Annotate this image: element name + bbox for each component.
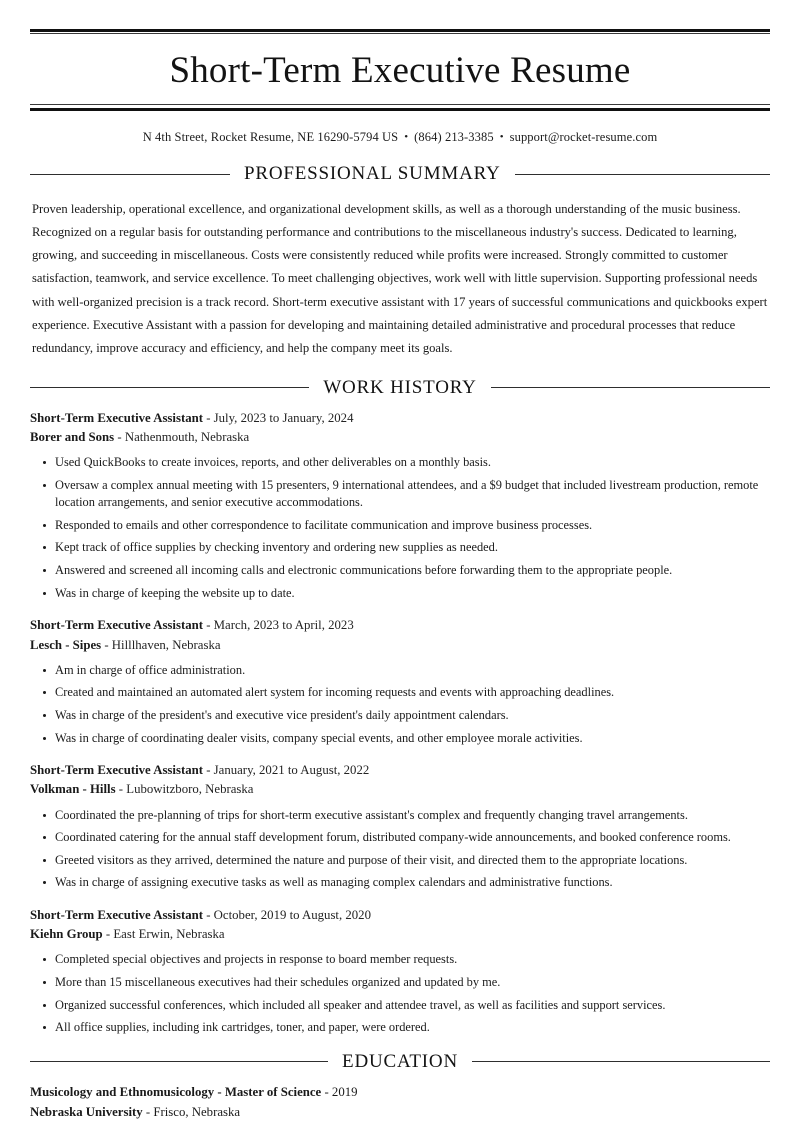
professional-summary-text: Proven leadership, operational excellence, and organizational development skills, as well as a thorough understanding of the music business. Recognized on a regular basis for outstanding performance and contributions to the miscellaneous industry's success. Dedicated to learning, growing, and succeeding in miscellaneous. Costs were consistently reduced while profits were increased. Strongly committed to customer satisfaction, teamwork, and service excellence. To meet challenging objectives, work well with little supervision. Supporting professional needs with well-organized precision is a track record. Short-term executive assistant with 17 years of successful communications and quickbooks expert experience. Executive Assistant with a passion for developing and maintaining detailed administrative and procedural processes that reduce redundancy, improve accuracy and efficiency, and help the company meet its goals. bbox=[32, 201, 768, 356]
job-title: Short-Term Executive Assistant bbox=[30, 763, 203, 778]
job-title-line bbox=[30, 616, 770, 635]
education-school-line bbox=[30, 1103, 770, 1122]
contact-separator-2: • bbox=[499, 131, 504, 143]
job-title-line bbox=[30, 906, 770, 925]
list-item: Coordinated the pre-planning of trips for short-term executive assistant's complex and frequently changing travel arrangements. bbox=[30, 807, 770, 825]
list-item: Responded to emails and other correspondence to facilitate communication and improve business processes. bbox=[30, 517, 770, 535]
contact-separator-1: • bbox=[404, 131, 409, 143]
contact-address: N 4th Street, Rocket Resume, NE 16290-5794 US bbox=[142, 130, 399, 144]
section-header-summary bbox=[30, 163, 770, 185]
section-title-work-history: WORK HISTORY bbox=[323, 376, 477, 398]
list-item: More than 15 miscellaneous executives had their schedules organized and updated by me. bbox=[30, 974, 770, 992]
education-year: 2019 bbox=[331, 1084, 358, 1099]
section-title-education: EDUCATION bbox=[342, 1050, 458, 1072]
list-item: Was in charge of keeping the website up to date. bbox=[30, 585, 770, 603]
job-title: Short-Term Executive Assistant bbox=[30, 907, 203, 922]
job-company-line bbox=[30, 925, 770, 944]
job-company: Borer and Sons bbox=[30, 429, 115, 444]
list-item: Coordinated catering for the annual staff development forum, distributed company-wide announcements, and booked conference rooms. bbox=[30, 829, 770, 847]
list-item: Was in charge of the president's and executive vice president's daily appointment calendars. bbox=[30, 707, 770, 725]
job-company-line bbox=[30, 780, 770, 799]
job-company-line bbox=[30, 428, 770, 447]
list-item: Organized successful conferences, which included all speaker and attendee travel, as well as facilities and support services. bbox=[30, 997, 770, 1015]
section-rule-right bbox=[472, 1061, 770, 1062]
section-title-summary: PROFESSIONAL SUMMARY bbox=[244, 163, 501, 184]
job-bullet-list bbox=[30, 951, 770, 1036]
section-rule-left bbox=[30, 387, 309, 388]
job-title-line bbox=[30, 409, 770, 428]
section-header-education bbox=[30, 1051, 770, 1073]
job-dates: July, 2023 to January, 2024 bbox=[213, 410, 354, 425]
resume-page bbox=[0, 29, 800, 1119]
job-location: Hilllhaven, Nebraska bbox=[111, 637, 221, 652]
job-dash: - bbox=[117, 429, 122, 444]
job-bullet-list bbox=[30, 807, 770, 892]
job-location: Nathenmouth, Nebraska bbox=[124, 429, 250, 444]
job-title: Short-Term Executive Assistant bbox=[30, 410, 203, 425]
job-entry bbox=[30, 409, 770, 603]
job-location: East Erwin, Nebraska bbox=[113, 927, 225, 942]
list-item: Greeted visitors as they arrived, determined the nature and purpose of their visit, and directed them to the appropriate locations. bbox=[30, 852, 770, 870]
section-rule-right bbox=[491, 387, 770, 388]
section-rule-left bbox=[30, 174, 230, 175]
job-company: Volkman - Hills bbox=[30, 782, 116, 797]
job-dash: - bbox=[104, 637, 109, 652]
list-item: Answered and screened all incoming calls and electronic communications before forwarding them to the appropriate people. bbox=[30, 562, 770, 580]
list-item: Kept track of office supplies by checking inventory and ordering new supplies as needed. bbox=[30, 539, 770, 557]
list-item: Created and maintained an automated alert system for incoming requests and events with approaching deadlines. bbox=[30, 684, 770, 702]
work-history-list bbox=[30, 409, 770, 1037]
job-dash: - bbox=[206, 763, 211, 778]
job-title: Short-Term Executive Assistant bbox=[30, 618, 203, 633]
job-company-line bbox=[30, 636, 770, 655]
job-dash: - bbox=[118, 782, 124, 797]
list-item: Used QuickBooks to create invoices, reports, and other deliverables on a monthly basis. bbox=[30, 454, 770, 472]
job-entry bbox=[30, 761, 770, 892]
list-item: Was in charge of coordinating dealer visits, company special events, and other employee morale activities. bbox=[30, 730, 770, 748]
job-dates: October, 2019 to August, 2020 bbox=[213, 907, 371, 922]
contact-phone: (864) 213-3385 bbox=[414, 130, 494, 144]
education-location: Frisco, Nebraska bbox=[153, 1104, 241, 1119]
section-rule-left bbox=[30, 1061, 328, 1062]
job-location: Lubowitzboro, Nebraska bbox=[126, 782, 254, 797]
education-program-line bbox=[30, 1083, 770, 1103]
education-dash: - bbox=[324, 1084, 329, 1099]
job-entry bbox=[30, 906, 770, 1037]
list-item: Was in charge of assigning executive tasks as well as managing complex calendars and administrative functions. bbox=[30, 874, 770, 892]
list-item: Am in charge of office administration. bbox=[30, 662, 770, 680]
section-header-work-history bbox=[30, 377, 770, 399]
job-bullet-list bbox=[30, 662, 770, 747]
job-entry bbox=[30, 616, 770, 747]
section-rule-right bbox=[515, 174, 770, 175]
page-title: Short-Term Executive Resume bbox=[169, 50, 631, 91]
job-title-line bbox=[30, 761, 770, 780]
education-dash: - bbox=[145, 1104, 151, 1119]
education-entry bbox=[30, 1083, 770, 1122]
job-bullet-list bbox=[30, 454, 770, 602]
job-dash: - bbox=[206, 410, 211, 425]
education-list bbox=[30, 1083, 770, 1122]
job-dash: - bbox=[206, 907, 211, 922]
job-company: Kiehn Group bbox=[30, 927, 103, 942]
header-bottom-rule bbox=[30, 104, 770, 111]
job-dash: - bbox=[206, 618, 211, 633]
contact-email: support@rocket-resume.com bbox=[509, 130, 658, 144]
education-school: Nebraska University bbox=[30, 1104, 143, 1119]
job-dates: March, 2023 to April, 2023 bbox=[213, 618, 354, 633]
job-dash: - bbox=[105, 927, 111, 942]
contact-line bbox=[30, 111, 770, 145]
education-program: Musicology and Ethnomusicology - Master of Science bbox=[30, 1084, 322, 1099]
job-company: Lesch - Sipes bbox=[30, 637, 102, 652]
list-item: Oversaw a complex annual meeting with 15 presenters, 9 international attendees, and a $9 budget that included livestream production, remote location arrangements, and senior executive accommodations. bbox=[30, 477, 770, 512]
job-dates: January, 2021 to August, 2022 bbox=[213, 763, 370, 778]
list-item: Completed special objectives and projects in response to board member requests. bbox=[30, 951, 770, 969]
list-item: All office supplies, including ink cartridges, toner, and paper, were ordered. bbox=[30, 1019, 770, 1037]
